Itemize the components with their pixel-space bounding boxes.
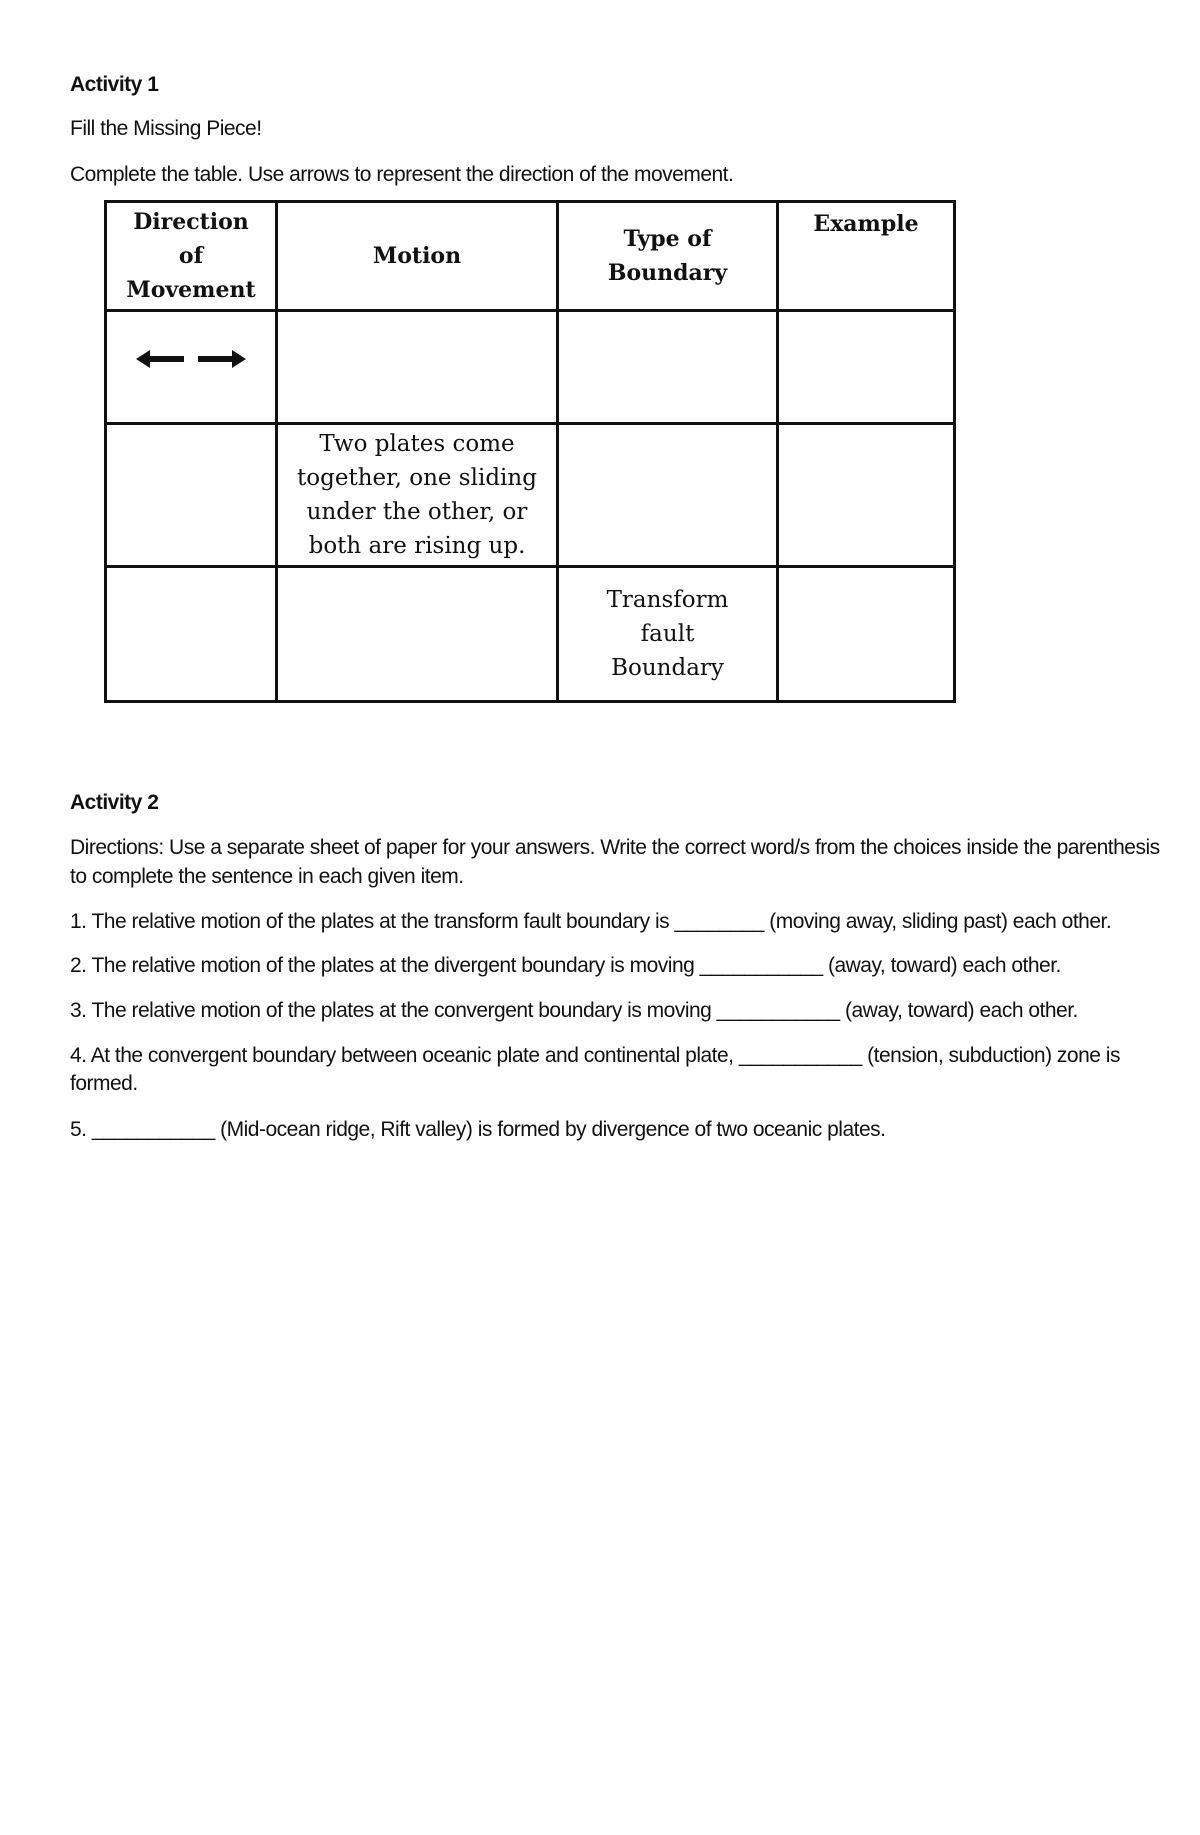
boundary-table (104, 200, 956, 703)
cell-empty (778, 311, 955, 424)
cell-empty (558, 311, 778, 424)
cell-empty (778, 567, 955, 702)
activity2-title: Activity 2 (70, 791, 159, 814)
cell-type-text: Transform fault Boundary (558, 567, 778, 702)
cell-empty (277, 311, 558, 424)
table-row (106, 424, 955, 567)
question-item-1: 1. The relative motion of the plates at the transform fault boundary is ________ (moving away, sliding past) each other. (70, 910, 1112, 933)
cell-motion-text: Two plates come together, one sliding under the other, or both are rising up. (277, 424, 558, 567)
cell-direction-arrows (106, 311, 277, 424)
activity1-subtitle: Fill the Missing Piece! (70, 117, 262, 140)
question-item-5: 5. ___________ (Mid-ocean ridge, Rift valley) is formed by divergence of two oceanic plates. (70, 1118, 886, 1141)
header-example: Example (778, 202, 955, 311)
cell-empty (778, 424, 955, 567)
question-item-3: 3. The relative motion of the plates at the convergent boundary is moving ___________ (away, toward) each other. (70, 999, 1078, 1022)
header-direction: Direction of Movement (106, 202, 277, 311)
cell-empty (277, 567, 558, 702)
header-motion: Motion (277, 202, 558, 311)
table-header-row (106, 202, 955, 311)
activity2-directions-line1: Directions: Use a separate sheet of paper for your answers. Write the correct word/s from the choices inside the parenthesis (70, 836, 1160, 859)
header-type: Type of Boundary (558, 202, 778, 311)
question-item-4-continued: formed. (70, 1072, 138, 1095)
activity2-directions-line2: to complete the sentence in each given item. (70, 865, 464, 888)
cell-empty (558, 424, 778, 567)
activity1-title: Activity 1 (70, 73, 159, 96)
left-right-arrows-icon (136, 349, 246, 369)
cell-empty (106, 567, 277, 702)
question-item-4: 4. At the convergent boundary between oceanic plate and continental plate, ___________ (tension, subduction) zone is (70, 1044, 1120, 1067)
table-row (106, 311, 955, 424)
question-item-2: 2. The relative motion of the plates at the divergent boundary is moving ___________ (away, toward) each other. (70, 954, 1061, 977)
table-row (106, 567, 955, 702)
activity1-instruction: Complete the table. Use arrows to represent the direction of the movement. (70, 163, 734, 186)
cell-empty (106, 424, 277, 567)
